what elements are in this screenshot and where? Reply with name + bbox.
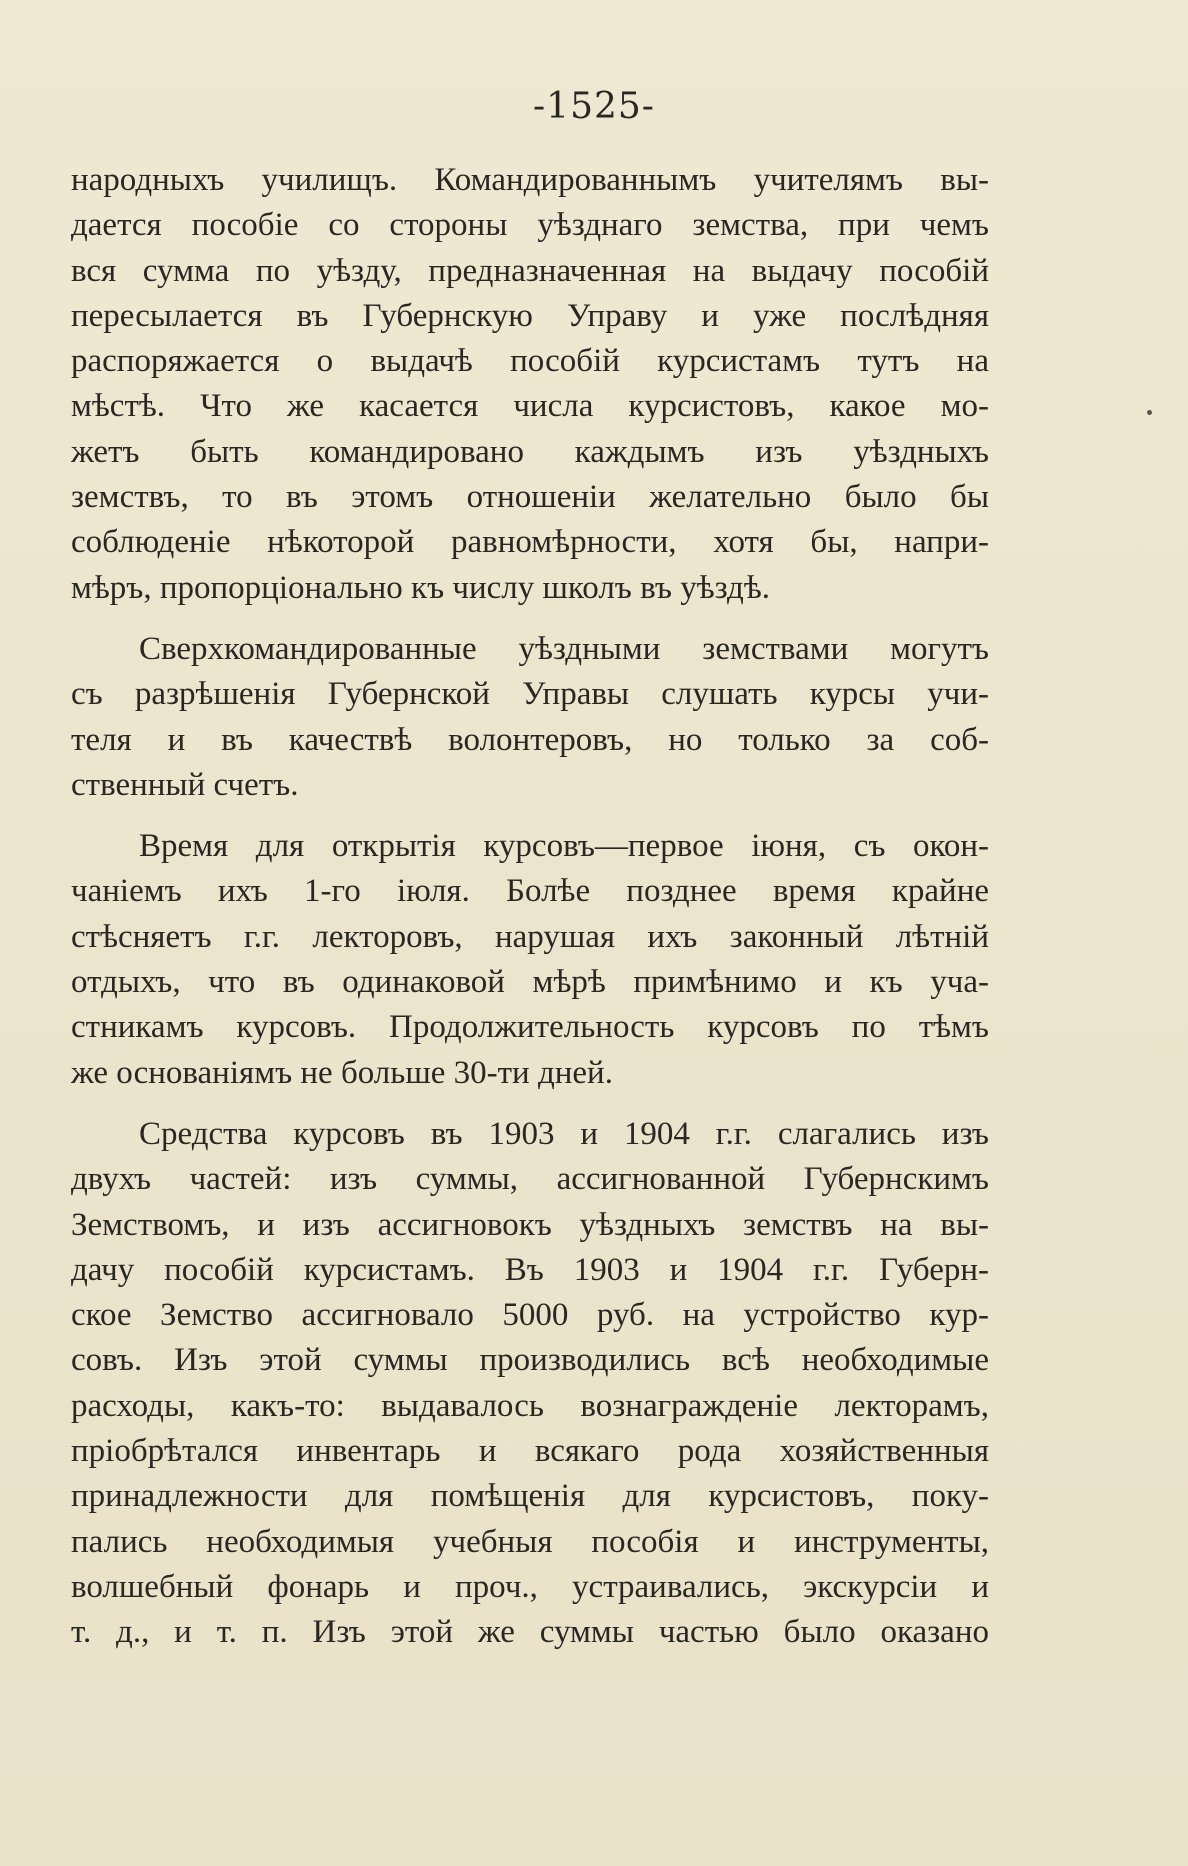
text-line: пересылается въ Губернскую Управу и уже послѣдняя (71, 297, 989, 334)
text-line: Сверхкомандированные уѣздными земствами могутъ (139, 630, 989, 667)
page-number: -1525- (533, 86, 655, 127)
text-line: съ разрѣшенія Губернской Управы слушать курсы учи- (71, 676, 989, 713)
text-line: ственный счетъ. (71, 766, 299, 803)
text-line: Земствомъ, и изъ ассигновокъ уѣздныхъ земствъ на вы- (71, 1206, 989, 1243)
text-line: чаніемъ ихъ 1-го іюля. Болѣе позднее время крайне (71, 873, 989, 910)
text-line: пріобрѣтался инвентарь и всякаго рода хозяйственныя (71, 1433, 989, 1470)
text-line: ское Земство ассигновало 5000 руб. на устройство кур- (71, 1297, 989, 1334)
text-line: мѣръ, пропорціонально къ числу школъ въ уѣздѣ. (71, 569, 771, 606)
text-line: двухъ частей: изъ суммы, ассигнованной Губернскимъ (71, 1161, 989, 1198)
text-line: мѣстѣ. Что же касается числа курсистовъ, какое мо- (71, 388, 989, 425)
text-line: соблюденіе нѣкоторой равномѣрности, хотя бы, напри- (71, 524, 989, 561)
text-line: народныхъ училищъ. Командированнымъ учителямъ вы- (71, 162, 989, 198)
paragraph-3 (71, 824, 989, 1096)
text-line: же основаніямъ не больше 30-ти дней. (71, 1054, 613, 1091)
body-text (71, 158, 989, 1672)
text-line: отдыхъ, что въ одинаковой мѣрѣ примѣнимо и къ уча- (71, 964, 989, 1001)
text-line: совъ. Изъ этой суммы производились всѣ необходимые (71, 1342, 989, 1379)
text-line: вся сумма по уѣзду, предназначенная на выдачу пособій (71, 252, 989, 289)
text-line: Время для открытія курсовъ—первое іюня, съ окон- (139, 828, 989, 865)
text-line: стникамъ курсовъ. Продолжительность курсовъ по тѣмъ (71, 1009, 989, 1046)
text-line: распоряжается о выдачѣ пособій курсистамъ тутъ на (71, 343, 989, 380)
paragraph-1 (71, 158, 989, 611)
paragraph-2 (71, 627, 989, 808)
text-line: принадлежности для помѣщенія для курсистовъ, поку- (71, 1478, 989, 1515)
text-line: жетъ быть командировано каждымъ изъ уѣздныхъ (71, 433, 989, 470)
text-line: волшебный фонарь и проч., устраивались, экскурсіи и (71, 1568, 989, 1605)
text-line: т. д., и т. п. Изъ этой же суммы частью было оказано (71, 1614, 989, 1651)
text-line: теля и въ качествѣ волонтеровъ, но только за соб- (71, 721, 989, 758)
text-line: дачу пособій курсистамъ. Въ 1903 и 1904 г.г. Губерн- (71, 1251, 989, 1288)
paragraph-4 (71, 1112, 989, 1656)
text-line: земствъ, то въ этомъ отношеніи желательно было бы (71, 479, 989, 516)
text-line: расходы, какъ-то: выдавалось вознагражденіе лекторамъ, (71, 1387, 989, 1424)
text-line: стѣсняетъ г.г. лекторовъ, нарушая ихъ законный лѣтній (71, 918, 989, 955)
ink-speck (1147, 410, 1152, 415)
text-line: Средства курсовъ въ 1903 и 1904 г.г. слагались изъ (139, 1115, 989, 1152)
text-line: пались необходимыя учебныя пособія и инструменты, (71, 1523, 989, 1560)
text-line: дается пособіе со стороны уѣзднаго земства, при чемъ (71, 207, 989, 244)
